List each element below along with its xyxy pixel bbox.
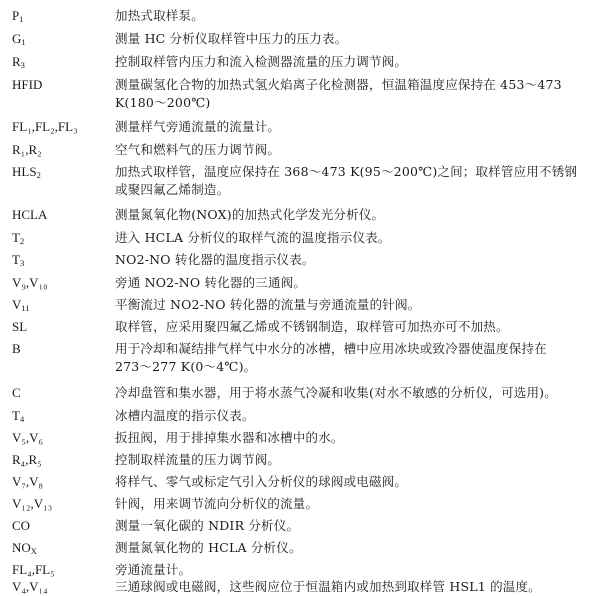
glossary-definition: 平衡流过 NO2-NO 转化器的流量与旁通流量的针阀。 [115,297,421,312]
glossary-term: $G_1$ [12,31,26,47]
glossary-definition: 旁通 NO2-NO 转化器的三通阀。 [115,275,307,290]
glossary-term: R₄,R₅ [12,452,42,467]
glossary-term: $R_3$ [12,54,25,70]
glossary-term: $T_4$ [12,408,25,424]
glossary-definition: 测量氮氧化物(NOX)的加热式化学发光分析仪。 [115,207,385,222]
glossary-definition: 冰槽内温度的指示仪表。 [115,408,255,423]
glossary-term: $V_{11}$ [12,297,30,313]
glossary-definition: 加热式取样管，温度应保持在 368～473 K(95～200℃)之间；取样管应用不锈钢 或聚四氟乙烯制造。 [115,164,578,197]
glossary-definition: 测量 HC 分析仪取样管中压力的压力表。 [115,31,348,46]
glossary-term: C [12,385,21,400]
glossary-definition: 空气和燃料气的压力调节阀。 [115,142,281,157]
glossary-term: $T_3$ [12,252,25,268]
glossary-definition: 加热式取样泵。 [115,8,204,23]
glossary-term: V₇,V₈ [12,474,44,489]
glossary-definition: 冷却盘管和集水器，用于将水蒸气冷凝和收集(对水不敏感的分析仪，可选用)。 [115,385,557,400]
glossary-term: $HLS_2$ [12,164,41,180]
glossary-definition: NO2-NO 转化器的温度指示仪表。 [115,252,315,267]
glossary-term: R₁,R₂ [12,142,42,157]
glossary-term: HCLA [12,207,48,222]
glossary-definition: 控制取样流量的压力调节阀。 [115,452,281,467]
glossary-term: V₄,V₁₄ [12,579,48,594]
glossary-term: CO [12,518,31,533]
glossary-term: $P_1$ [12,8,24,24]
glossary-term: FL₁,FL₂,FL₃ [12,119,78,134]
glossary-definition: 测量氮氧化物的 HCLA 分析仪。 [115,540,302,555]
glossary-term: $NO_X$ [12,540,37,556]
glossary-term: FL₄,FL₅ [12,562,55,577]
glossary-definition: 用于冷却和凝结排气样气中水分的冰槽，槽中应用冰块或致冷器使温度保持在 273～277 K(0～4℃)。 [115,341,547,374]
glossary-term: SL [12,319,28,334]
glossary-term: $T_2$ [12,230,25,246]
glossary-term: V₅,V₆ [12,430,44,445]
glossary-definition: 进入 HCLA 分析仪的取样气流的温度指示仪表。 [115,230,391,245]
glossary-definition: 扳扭阀，用于排掉集水器和冰槽中的水。 [115,430,344,445]
glossary-term: V₉,V₁₀ [12,275,48,290]
glossary-definition: 测量样气旁通流量的流量计。 [115,119,281,134]
glossary-definition: 将样气、零气或标定气引入分析仪的球阀或电磁阀。 [115,474,408,489]
glossary-term: HFID [12,77,43,92]
glossary-definition: 取样管，应采用聚四氟乙烯或不锈钢制造，取样管可加热亦可不加热。 [115,319,509,334]
glossary-definition: 针阀，用来调节流向分析仪的流量。 [115,496,319,511]
glossary-definition: 测量一氧化碳的 NDIR 分析仪。 [115,518,300,533]
glossary-definition: 旁通流量计。 [115,562,192,577]
glossary-term: B [12,341,21,356]
glossary-definition: 三通球阀或电磁阀，这些阀应位于恒温箱内或加热到取样管 HSL1 的温度。 [115,579,541,594]
glossary-definition: 控制取样管内压力和流入检测器流量的压力调节阀。 [115,54,408,69]
glossary-term: V₁₂,V₁₃ [12,496,53,511]
glossary-definition: 测量碳氢化合物的加热式氢火焰离子化检测器，恒温箱温度应保持在 453～473 K(180～200℃) [115,77,562,110]
